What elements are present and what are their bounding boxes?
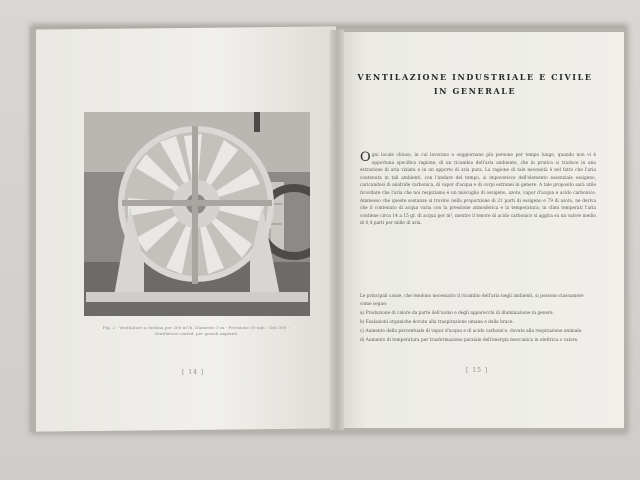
chapter-heading-line2: IN GENERALE [433,86,517,96]
list-intro: Le principali cause, che rendono necessario il ricambio dell'aria negli ambienti, si possono riassumere come segue: [360,294,584,307]
cause-list [360,293,594,346]
body-paragraph [360,152,596,228]
right-page-number: [ 15 ] [466,367,489,374]
figure-caption: Fig. 2 - Ventilatore a turbina per 300 m³/h. Diametro 5 m - Pressione 50 mm - Giri 300 - Ventilatore centrif. per grandi impianti [102,325,290,336]
paragraph-text: gni locale chiuso, in cui lavorano o soggiornano più persone per tempo lungo, quando non vi è opportuna specifica ragione, di un ricambio dell'aria ambiente, che in pratica si traduce in una estrazione di aria viziata e in un apporto di aria pura. La ragione di tale necessità è nel fatto che l'aria contenuta in tali ambienti, con l'andare del tempo, si impoverisce dell'elemento essenziale ossigeno, caricandosi di anidride carbonica, di vapor d'acqua e di corpi estranei in genere. A tale proposito sarà utile ricordare che l'aria che noi respiriamo è un miscuglio di ossigeno, azoto, vapor d'acqua e acido carbonico. Ammesso che queste sostanze si trovino nella proporzione di 21 parti di ossigeno e 79 di azoto, ne deriva che il contenuto di acqua varia con la pressione atmosferica e la temperatura; in climi temperati l'aria contiene circa 14 a 15 gr. di acqua per m³, mentre il tenore di acido carbonico si aggira su un valore medio di 0,4 parti per mille di aria. [360,153,596,227]
chapter-heading-line1: VENTILAZIONE INDUSTRIALE E CIVILE [357,72,593,82]
chapter-heading [350,70,600,98]
drop-cap: O [360,150,371,165]
turbine-fan-photo [84,112,310,316]
list-item: a) Produzione di calore da parte dell'uomo e degli apparecchi di illuminazione in genere. [360,311,554,316]
turbine-fan-image [84,112,310,316]
list-item: d) Aumento di temperatura per trasformazione parziale dell'energia meccanica in elettrica o calore. [360,338,579,343]
list-item: c) Aumento della percentuale di vapor d'acqua e di acido carbonico, dovute alla respirazione animale. [360,329,583,334]
left-page-number: [ 14 ] [182,369,205,376]
book-gutter [330,30,344,430]
list-item: b) Esalazioni organiche dovute alla traspirazione umana e della brace. [360,320,514,325]
